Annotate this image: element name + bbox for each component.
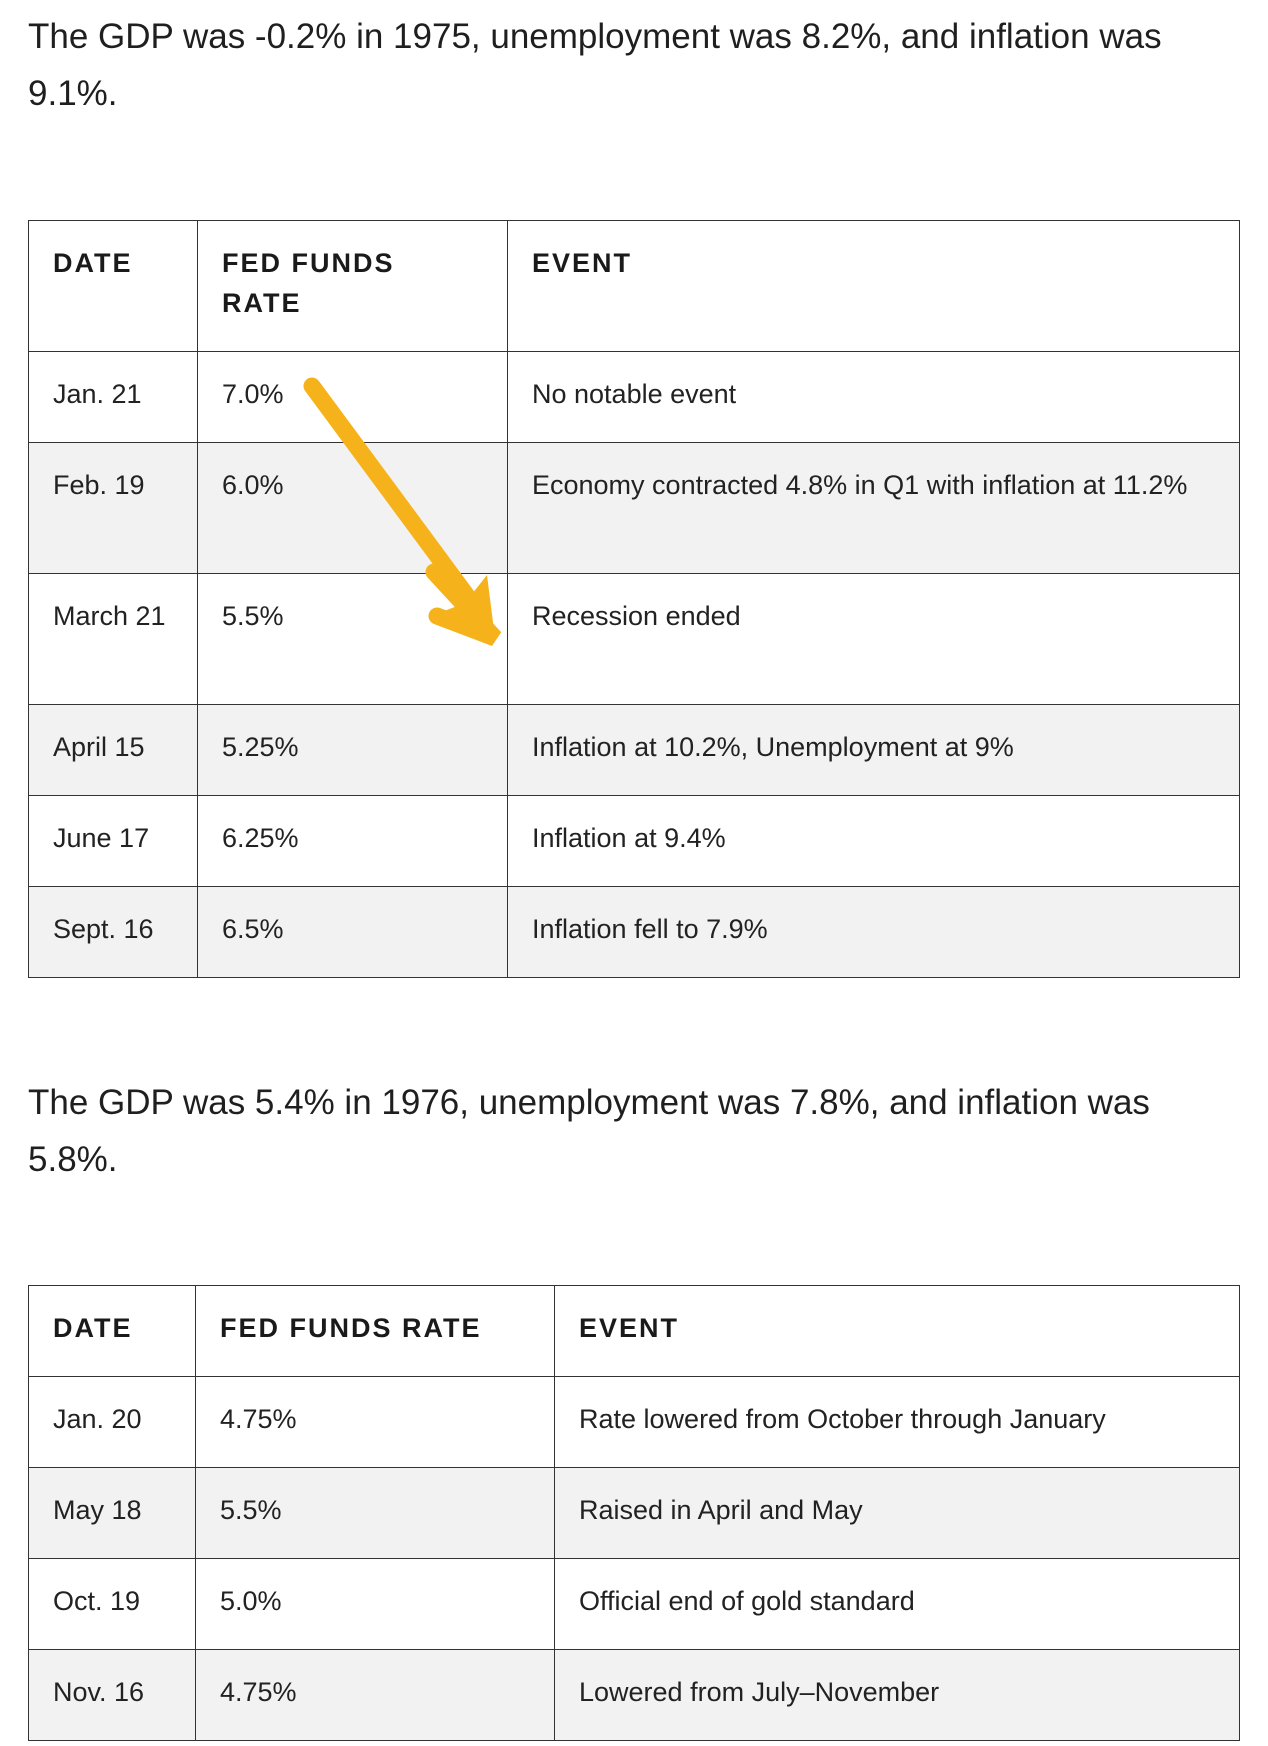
cell-date: Jan. 21: [29, 352, 198, 443]
cell-event: Recession ended: [508, 574, 1240, 705]
cell-rate: 5.0%: [196, 1559, 555, 1650]
header-fed-funds-rate: FED FUNDS RATE: [198, 221, 508, 352]
cell-event: No notable event: [508, 352, 1240, 443]
cell-event: Rate lowered from October through January: [555, 1377, 1240, 1468]
cell-rate: 5.25%: [198, 705, 508, 796]
table-row: [29, 443, 1240, 574]
cell-date: March 21: [29, 574, 198, 705]
summary-1976: The GDP was 5.4% in 1976, unemployment was 7.8%, and inflation was 5.8%.: [28, 1083, 1150, 1179]
cell-rate: 6.5%: [198, 887, 508, 978]
table-header-row: [29, 1286, 1240, 1377]
cell-event: Official end of gold standard: [555, 1559, 1240, 1650]
cell-event: Inflation at 10.2%, Unemployment at 9%: [508, 705, 1240, 796]
table-row: [29, 705, 1240, 796]
table-row: [29, 796, 1240, 887]
header-date: DATE: [29, 1286, 196, 1377]
cell-date: Oct. 19: [29, 1559, 196, 1650]
fed-funds-table-1975: [28, 220, 1240, 978]
table-row: [29, 1377, 1240, 1468]
cell-date: Jan. 20: [29, 1377, 196, 1468]
cell-date: Sept. 16: [29, 887, 198, 978]
cell-date: May 18: [29, 1468, 196, 1559]
cell-event: Inflation fell to 7.9%: [508, 887, 1240, 978]
cell-rate: 7.0%: [198, 352, 508, 443]
header-event: EVENT: [508, 221, 1240, 352]
cell-event: Lowered from July–November: [555, 1650, 1240, 1741]
summary-1975: The GDP was -0.2% in 1975, unemployment was 8.2%, and inflation was 9.1%.: [28, 17, 1162, 113]
cell-date: June 17: [29, 796, 198, 887]
table-row: [29, 1650, 1240, 1741]
cell-rate: 5.5%: [198, 574, 508, 705]
cell-rate: 6.0%: [198, 443, 508, 574]
table-row: [29, 887, 1240, 978]
fed-funds-table-1976: [28, 1285, 1240, 1741]
header-date: DATE: [29, 221, 198, 352]
cell-rate: 4.75%: [196, 1377, 555, 1468]
cell-event: Raised in April and May: [555, 1468, 1240, 1559]
table-row: [29, 352, 1240, 443]
table-header-row: [29, 221, 1240, 352]
cell-rate: 4.75%: [196, 1650, 555, 1741]
header-fed-funds-rate: FED FUNDS RATE: [196, 1286, 555, 1377]
table-row: [29, 1468, 1240, 1559]
cell-date: Feb. 19: [29, 443, 198, 574]
cell-date: Nov. 16: [29, 1650, 196, 1741]
table-row: [29, 1559, 1240, 1650]
cell-event: Inflation at 9.4%: [508, 796, 1240, 887]
header-event: EVENT: [555, 1286, 1240, 1377]
cell-rate: 6.25%: [198, 796, 508, 887]
table-row: [29, 574, 1240, 705]
cell-rate: 5.5%: [196, 1468, 555, 1559]
cell-date: April 15: [29, 705, 198, 796]
cell-event: Economy contracted 4.8% in Q1 with inflation at 11.2%: [508, 443, 1240, 574]
